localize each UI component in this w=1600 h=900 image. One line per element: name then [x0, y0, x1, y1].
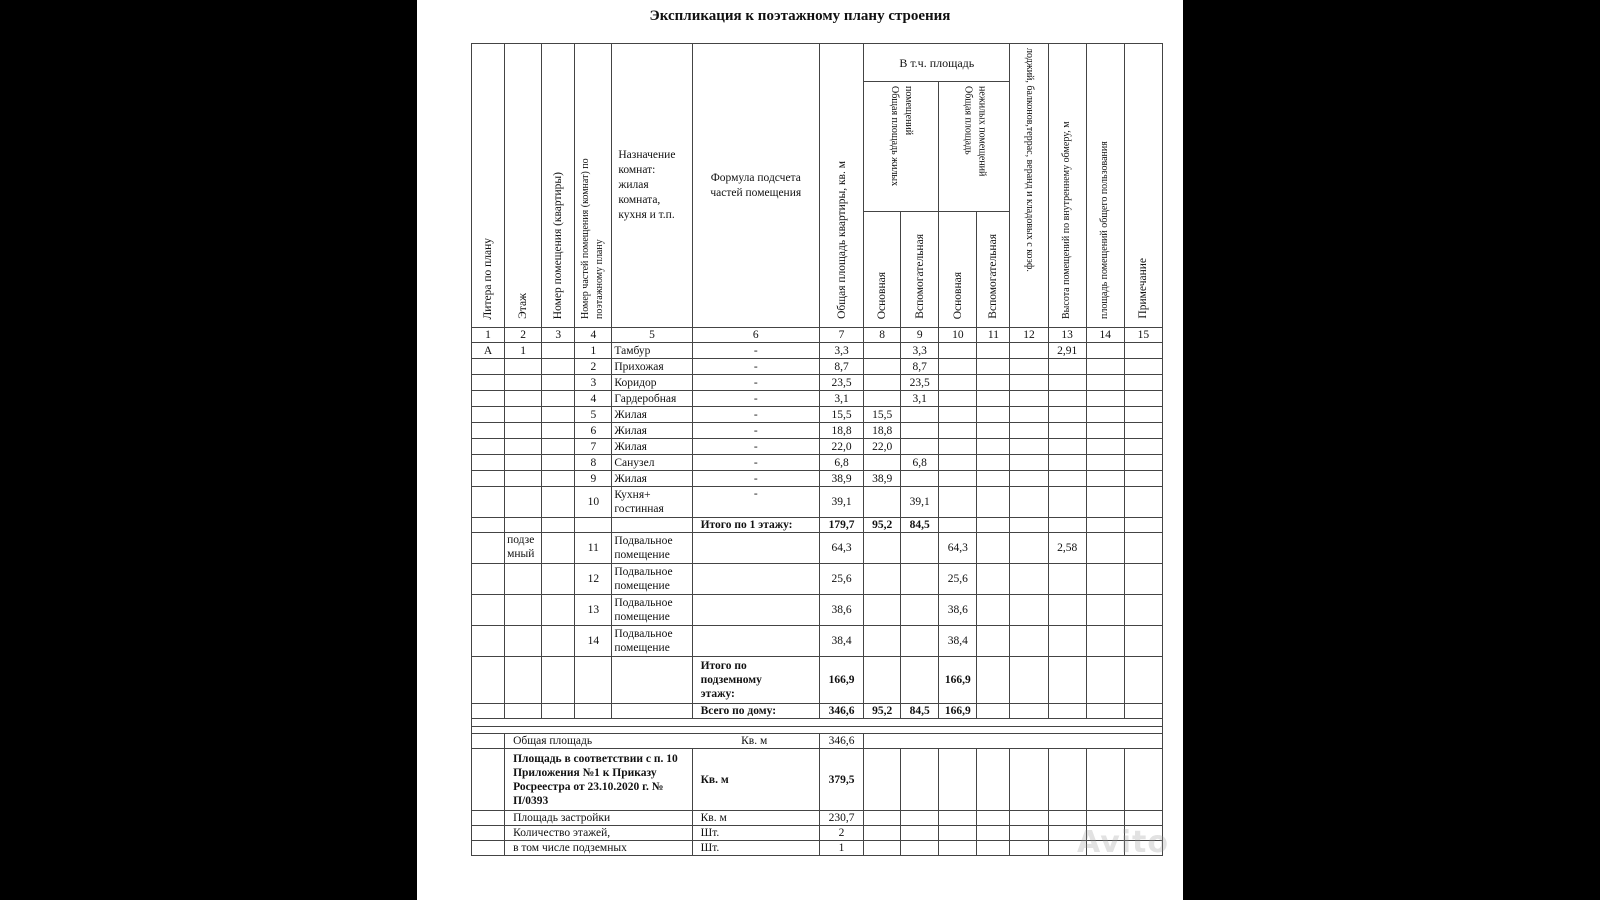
- table-row: 10 Кухня+ гостинная - 39,1 39,1: [472, 487, 1163, 518]
- total-basement-row: Итого по подземному этажу: 166,9 166,9: [472, 657, 1163, 704]
- table-row: 9 Жилая - 38,9 38,9: [472, 471, 1163, 487]
- summary-label: Общая площадь: [513, 735, 593, 747]
- document-page: [417, 0, 1183, 900]
- explication-table: [471, 43, 1163, 856]
- table-row: А 1 1 Тамбур - 3,3 3,3 2,91: [472, 343, 1163, 359]
- header-col-1: Литера по плану: [472, 44, 505, 328]
- total-floor-1-row: Итого по 1 этажу: 179,7 95,2 84,5: [472, 518, 1163, 533]
- header-col-8: Основная: [864, 212, 901, 328]
- table-row: 13 Подвальное помещение 38,6 38,6: [472, 595, 1163, 626]
- header-group-area: В т.ч. площадь: [864, 44, 1010, 82]
- header-col-14: площадь помещений общего пользования: [1086, 44, 1124, 328]
- column-numbers-row: 1 2 3 4 5 6 7 8 9 10 11 12 13 14 15: [472, 328, 1163, 343]
- table-row: 12 Подвальное помещение 25,6 25,6: [472, 564, 1163, 595]
- header-col-7: Общая площадь квартиры, кв. м: [819, 44, 863, 328]
- summary-row: Количество этажей, Шт. 2: [472, 826, 1163, 841]
- header-col-15: Примечание: [1124, 44, 1162, 328]
- summary-row: Площадь застройки Кв. м 230,7: [472, 811, 1163, 826]
- header-col-6: Формула подсчета частей помещения: [692, 44, 819, 328]
- total-house-row: Всего по дому: 346,6 95,2 84,5 166,9: [472, 704, 1163, 719]
- table-row: 7 Жилая - 22,0 22,0: [472, 439, 1163, 455]
- table-row: 6 Жилая - 18,8 18,8: [472, 423, 1163, 439]
- header-col-5: Назначение комнат: жилая комната, кухня и т.п.: [612, 44, 692, 328]
- summary-unit: Кв. м: [741, 735, 768, 747]
- table-row: 14 Подвальное помещение 38,4 38,4: [472, 626, 1163, 657]
- header-residential: Общая площадь жилых помещений: [864, 82, 939, 212]
- header-col-11: Вспомогательная: [977, 212, 1010, 328]
- header-col-13: Высота помещений по внутреннему обмеру, м: [1048, 44, 1086, 328]
- header-col-4: Номер частей помещения (комнат) по поэтажному плану: [575, 44, 612, 328]
- table-row: подзе мный 11 Подвальное помещение 64,3 64,3 2,58: [472, 533, 1163, 564]
- table-row: 2 Прихожая - 8,7 8,7: [472, 359, 1163, 375]
- header-col-2: Этаж: [505, 44, 542, 328]
- summary-row: в том числе подземных Шт. 1: [472, 841, 1163, 856]
- header-col-9: Вспомогательная: [901, 212, 939, 328]
- table-row: 3 Коридор - 23,5 23,5: [472, 375, 1163, 391]
- header-nonresidential: Общая площадь нежилых помещений: [939, 82, 1010, 212]
- summary-row: Площадь в соответствии с п. 10 Приложения №1 к Приказу Росреестра от 23.10.2020 г. № П/0393 Кв. м 379,5: [472, 749, 1163, 811]
- header-col-3: Номер помещения (квартиры): [542, 44, 575, 328]
- table-row: 4 Гардеробная - 3,1 3,1: [472, 391, 1163, 407]
- table-row: 5 Жилая - 15,5 15,5: [472, 407, 1163, 423]
- avito-watermark: Avito: [1077, 825, 1169, 860]
- summary-row: Общая площадь Кв. м 346,6: [472, 734, 1163, 749]
- document-title: Экспликация к поэтажному плану строения: [649, 8, 951, 24]
- header-col-10: Основная: [939, 212, 977, 328]
- table-row: 8 Санузел - 6,8 6,8: [472, 455, 1163, 471]
- header-col-12: лоджий, балконов,террас, веранд и кладовых с коэф.: [1010, 44, 1048, 328]
